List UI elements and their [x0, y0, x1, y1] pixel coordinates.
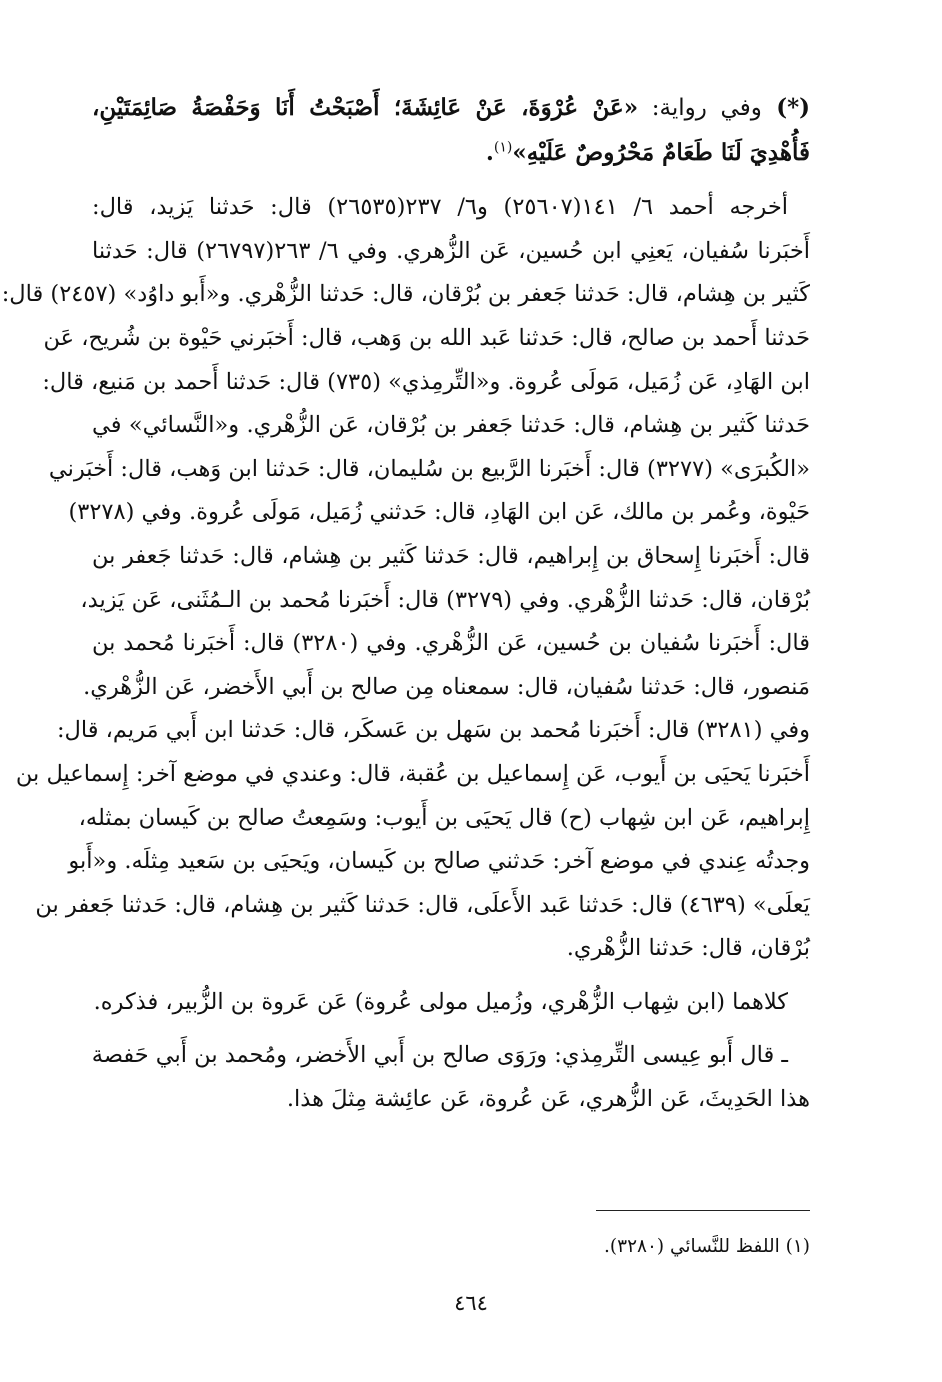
hadith-quote-2: فَأُهْدِيَ لَنَا طَعَامٌ مَحْرُوصٌ عَلَيْهِ» — [512, 138, 810, 166]
takhrij-line: قال: أَخبَرنا سُفيان بن حُسين، عَن الزُّهْري. وفي (٣٢٨٠) قال: أَخبَرنا مُحمد بن — [92, 630, 810, 657]
footnote: (١) اللفظ للنَّسائي (٣٢٨٠). — [604, 1236, 810, 1257]
page-body — [1, 86, 810, 1122]
takhrij-line: مَنصور، قال: حَدثنا سُفيان، قال: سمعناه مِن صالح بن أَبي الأَخضر، عَن الزُّهْري. — [83, 673, 810, 700]
takhrij-line: حَدثنا أَحمد بن صالح، قال: حَدثنا عَبد الله بن وَهب، قال: أَخبَرني حَيْوة بن شُريح، عَن — [43, 324, 810, 351]
takhrij-line: كَثير بن هِشام، قال: حَدثنا جَعفر بن بُرْقان، قال: حَدثنا الزُّهْري. و«أَبو داوُد» (٢٤٥٧) قال: — [1, 281, 810, 308]
takhrij-line: وجدتُه عِندي في موضع آخر: حَدثني صالح بن كَيسان، ويَحيَى بن سَعيد مِثلَه. و«أَبو — [68, 848, 810, 875]
hadith-line-end: . — [485, 138, 494, 166]
hadith-line-2 — [92, 131, 810, 175]
hadith-quote-1: «عَنْ عُرْوَةَ، عَنْ عَائِشَةَ؛ أَصْبَحْتُ أَنَا وَحَفْصَةُ صَائِمَتَيْنِ، — [92, 94, 639, 121]
takhrij-line: إِبراهيم، عَن ابن شِهاب (ح) قال يَحيَى بن أَيوب: وسَمِعتُ صالح بن كَيسان بمثله، — [78, 804, 810, 831]
summary-paragraph — [92, 981, 810, 1025]
takhrij-line: يَعلَى» (٤٦٣٩) قال: حَدثنا عَبد الأَعلَى، قال: حَدثنا كَثير بن هِشام، قال: حَدثنا جَعفر بن — [35, 891, 810, 918]
tirmidhi-note — [92, 1034, 810, 1121]
tirmidhi-line: ـ قال أَبو عِيسى التِّرمِذي: ورَوَى صالح بن أَبي الأَخضر، ومُحمد بن أَبي حَفصة — [91, 1042, 788, 1069]
footnote-reference: (١) — [493, 138, 513, 155]
takhrij-line: وفي (٣٢٨١) قال: أَخبَرنا مُحمد بن سَهل بن عَسكَر، قال: حَدثنا ابن أَبي مَريم، قال: — [56, 717, 810, 744]
takhrij-line: ابن الهَادِ، عَن زُمَيل، مَولَى عُروة. و«التِّرمِذي» (٧٣٥) قال: حَدثنا أَحمد بن مَنيع، قال: — [42, 368, 810, 395]
tirmidhi-line: هذا الحَدِيثَ، عَن الزُّهري، عَن عُروة، عَن عائِشة مِثلَ هذا. — [286, 1086, 810, 1113]
hadith-intro: وفي رواية: — [638, 95, 762, 121]
takhrij-line: حَدثنا كَثير بن هِشام، قال: حَدثنا جَعفر بن بُرْقان، عَن الزُّهْري. و«النَّسائي» في — [92, 412, 810, 439]
footnote-divider — [596, 1210, 810, 1211]
hadith-marker: (*) — [776, 94, 810, 121]
hadith-line-1 — [92, 86, 810, 131]
hadith-text — [92, 86, 810, 174]
page-number: ٤٦٤ — [454, 1291, 488, 1315]
takhrij-line: بُرْقان، قال: حَدثنا الزُّهْري. وفي (٣٢٧٩) قال: أَخبَرنا مُحمد بن الـمُثَنى، عَن يَزيد، — [80, 586, 810, 613]
takhrij-line: «الكُبرَى» (٣٢٧٧) قال: أَخبَرنا الرَّبيع بن سُليمان، قال: حَدثنا ابن وَهب، قال: أَخبَرني — [48, 455, 810, 482]
takhrij-line: أَخبَرنا سُفيان، يَعنِي ابن حُسين، عَن الزُّهري. وفي ٦/ ٢٦٣(٢٦٧٩٧) قال: حَدثنا — [92, 237, 810, 264]
takhrij-paragraph — [1, 186, 810, 971]
takhrij-line: حَيْوة، وعُمر بن مالك، عَن ابن الهَادِ، قال: حَدثني زُمَيل، مَولَى عُروة. وفي (٣٢٧٨) — [68, 499, 810, 526]
takhrij-line: أَخبَرنا يَحيَى بن أَيوب، عَن إِسماعيل بن عُقبة، قال: وعندي في موضع آخر: إِسماعيل بن — [15, 760, 810, 787]
summary-line: كلاهما (ابن شِهاب الزُّهْري، وزُميل مولى عُروة) عَن عَروة بن الزُّبير، فذكره. — [93, 988, 788, 1015]
takhrij-line: أخرجه أحمد ٦/ ١٤١(٢٥٦٠٧) و٦/ ٢٣٧(٢٦٥٣٥) قال: حَدثنا يَزيد، قال: — [92, 194, 788, 221]
takhrij-line: بُرْقان، قال: حَدثنا الزُّهْري. — [566, 935, 810, 962]
takhrij-line: قال: أَخبَرنا إِسحاق بن إِبراهيم، قال: حَدثنا كَثير بن هِشام، قال: حَدثنا جَعفر بن — [92, 542, 810, 569]
